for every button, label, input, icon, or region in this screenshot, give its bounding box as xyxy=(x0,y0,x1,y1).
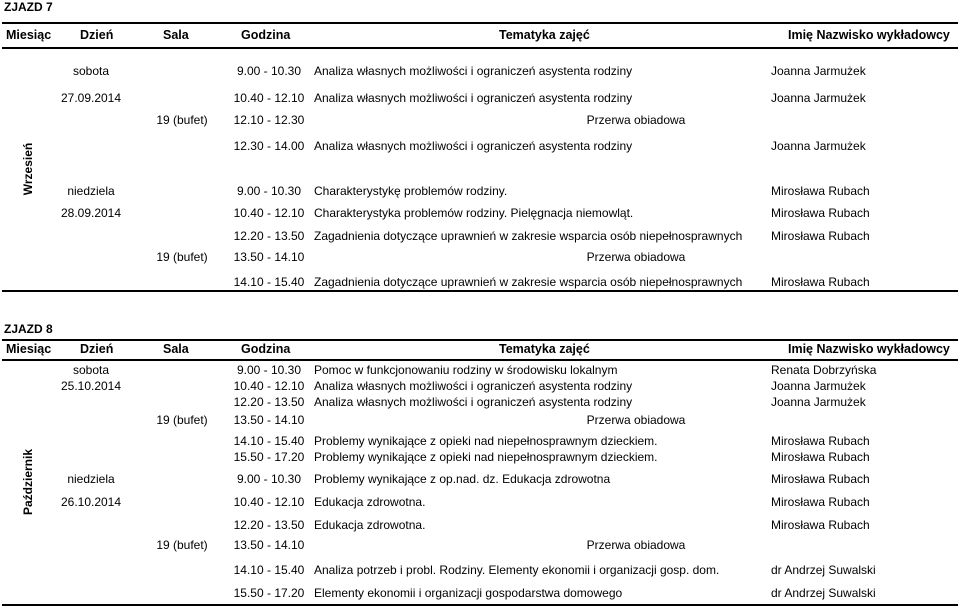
row-day: 27.09.2014 xyxy=(60,91,122,105)
row-lecturer: Joanna Jarmużek xyxy=(771,139,866,153)
row-lecturer: Mirosława Rubach xyxy=(771,275,870,289)
row-time: 15.50 - 17.20 xyxy=(233,450,305,464)
row-time: 10.40 - 12.10 xyxy=(233,495,305,509)
row-lecturer: Mirosława Rubach xyxy=(771,450,870,464)
row-break-label: Przerwa obiadowa xyxy=(586,250,686,264)
row-time: 10.40 - 12.10 xyxy=(233,91,305,105)
row-break-label: Przerwa obiadowa xyxy=(586,538,686,552)
row-topic: Analiza własnych możliwości i ograniczeń asystenta rodziny xyxy=(314,379,633,393)
row-lecturer: Joanna Jarmużek xyxy=(771,64,866,78)
row-topic: Analiza własnych możliwości i ograniczeń asystenta rodziny xyxy=(314,139,633,153)
header-month: Miesiąc xyxy=(6,28,52,42)
row-day: sobota xyxy=(72,64,110,78)
month-label: Wrzesień xyxy=(21,142,35,195)
row-topic: Edukacja zdrowotna. xyxy=(314,518,426,532)
row-topic: Zagadnienia dotyczące uprawnień w zakresie wsparcia osób niepełnosprawnych xyxy=(314,229,743,243)
row-topic: Zagadnienia dotyczące uprawnień w zakresie wsparcia osób niepełnosprawnych xyxy=(314,275,743,289)
row-topic: Analiza potrzeb i probl. Rodziny. Elementy ekonomii i organizacji gosp. dom. xyxy=(314,563,720,577)
row-day: 25.10.2014 xyxy=(60,379,122,393)
block-title: ZJAZD 7 xyxy=(4,0,53,14)
row-time: 12.30 - 14.00 xyxy=(233,139,305,153)
row-time: 15.50 - 17.20 xyxy=(233,586,305,600)
row-time: 9.00 - 10.30 xyxy=(236,64,302,78)
header-month: Miesiąc xyxy=(6,342,52,356)
row-topic: Problemy wynikające z opieki nad niepełnosprawnym dzieckiem. xyxy=(314,450,658,464)
row-lecturer: Mirosława Rubach xyxy=(771,518,870,532)
row-time: 9.00 - 10.30 xyxy=(236,472,302,486)
row-lecturer: Mirosława Rubach xyxy=(771,434,870,448)
row-lecturer: Mirosława Rubach xyxy=(771,184,870,198)
header-room: Sala xyxy=(163,342,189,356)
row-lecturer: Joanna Jarmużek xyxy=(771,91,866,105)
row-day: niedziela xyxy=(67,184,115,198)
row-lecturer: dr Andrzej Suwalski xyxy=(771,563,876,577)
row-room: 19 (bufet) xyxy=(156,538,208,552)
row-time: 12.10 - 12.30 xyxy=(233,113,305,127)
row-lecturer: Mirosława Rubach xyxy=(771,472,870,486)
row-topic: Charakterystyka problemów rodziny. Pielęgnacja niemowląt. xyxy=(314,206,634,220)
header-room: Sala xyxy=(163,28,189,42)
row-topic: Problemy wynikające z op.nad. dz. Edukacja zdrowotna xyxy=(314,472,611,486)
row-lecturer: Renata Dobrzyńska xyxy=(771,363,877,377)
row-time: 13.50 - 14.10 xyxy=(233,538,305,552)
header-top-rule xyxy=(2,22,958,24)
block-title: ZJAZD 8 xyxy=(4,322,53,336)
row-time: 12.20 - 13.50 xyxy=(233,229,305,243)
row-lecturer: Joanna Jarmużek xyxy=(771,395,866,409)
row-time: 14.10 - 15.40 xyxy=(233,563,305,577)
row-day: 28.09.2014 xyxy=(60,206,122,220)
row-topic: Edukacja zdrowotna. xyxy=(314,495,426,509)
header-lecturer: Imię Nazwisko wykładowcy xyxy=(788,342,950,356)
row-time: 9.00 - 10.30 xyxy=(236,363,302,377)
row-topic: Problemy wynikające z opieki nad niepełnosprawnym dzieckiem. xyxy=(314,434,658,448)
row-room: 19 (bufet) xyxy=(156,250,208,264)
row-break-label: Przerwa obiadowa xyxy=(586,113,686,127)
row-day: sobota xyxy=(72,363,110,377)
row-topic: Analiza własnych możliwości i ograniczeń asystenta rodziny xyxy=(314,91,633,105)
row-time: 13.50 - 14.10 xyxy=(233,250,305,264)
row-topic: Pomoc w funkcjonowaniu rodziny w środowisku lokalnym xyxy=(314,363,618,377)
row-topic: Charakterystykę problemów rodziny. xyxy=(314,184,508,198)
header-topic: Tematyka zajęć xyxy=(499,342,590,356)
row-topic: Elementy ekonomii i organizacji gospodarstwa domowego xyxy=(314,586,623,600)
header-bottom-rule xyxy=(2,47,958,49)
header-day: Dzień xyxy=(80,342,114,356)
row-time: 13.50 - 14.10 xyxy=(233,413,305,427)
row-time: 12.20 - 13.50 xyxy=(233,518,305,532)
row-topic: Analiza własnych możliwości i ograniczeń asystenta rodziny xyxy=(314,395,633,409)
row-break-label: Przerwa obiadowa xyxy=(586,413,686,427)
row-day: 26.10.2014 xyxy=(60,495,122,509)
header-bottom-rule xyxy=(2,359,958,361)
row-topic: Analiza własnych możliwości i ograniczeń asystenta rodziny xyxy=(314,64,633,78)
table-bottom-rule xyxy=(2,290,958,292)
header-time: Godzina xyxy=(241,342,291,356)
month-label: Październik xyxy=(21,448,35,515)
row-time: 14.10 - 15.40 xyxy=(233,275,305,289)
header-day: Dzień xyxy=(80,28,114,42)
header-lecturer: Imię Nazwisko wykładowcy xyxy=(788,28,950,42)
row-time: 12.20 - 13.50 xyxy=(233,395,305,409)
row-lecturer: Mirosława Rubach xyxy=(771,229,870,243)
header-time: Godzina xyxy=(241,28,291,42)
row-lecturer: dr Andrzej Suwalski xyxy=(771,586,876,600)
row-time: 10.40 - 12.10 xyxy=(233,206,305,220)
row-day: niedziela xyxy=(67,472,115,486)
row-lecturer: Mirosława Rubach xyxy=(771,206,870,220)
row-lecturer: Joanna Jarmużek xyxy=(771,379,866,393)
row-lecturer: Mirosława Rubach xyxy=(771,495,870,509)
row-room: 19 (bufet) xyxy=(156,113,208,127)
row-time: 9.00 - 10.30 xyxy=(236,184,302,198)
row-time: 10.40 - 12.10 xyxy=(233,379,305,393)
header-top-rule xyxy=(2,339,958,341)
row-room: 19 (bufet) xyxy=(156,413,208,427)
header-topic: Tematyka zajęć xyxy=(499,28,590,42)
row-time: 14.10 - 15.40 xyxy=(233,434,305,448)
